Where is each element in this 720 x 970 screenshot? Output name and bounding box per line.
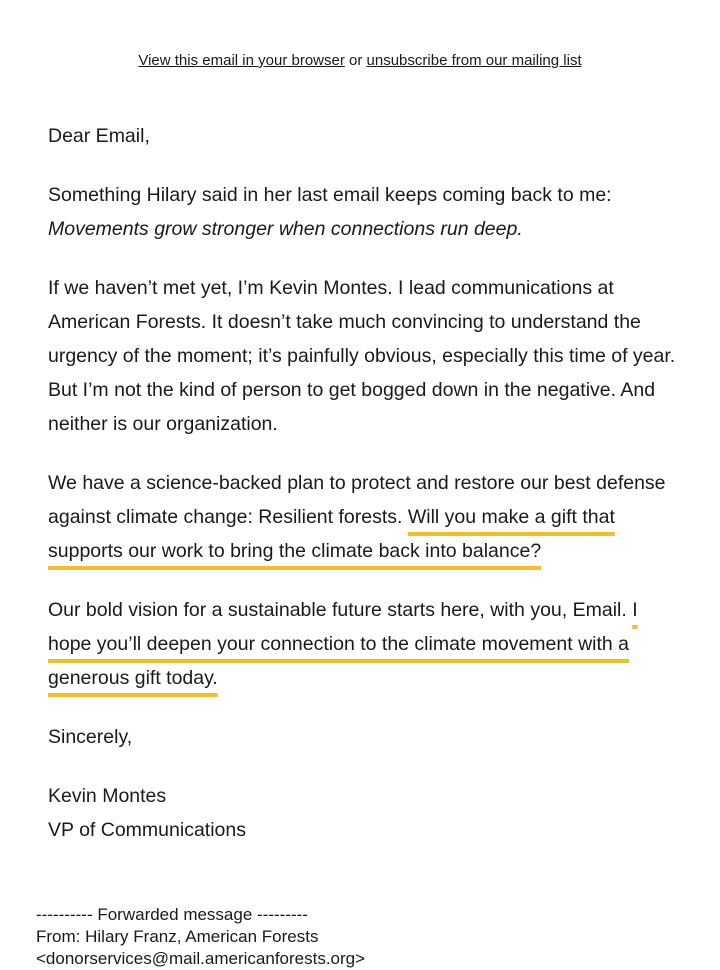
view-in-browser-link[interactable]: View this email in your browser [138,52,345,69]
email-header-links [0,50,720,72]
paragraph-1-quote: Movements grow stronger when connections run deep. [48,218,523,240]
paragraph-1-text: Something Hilary said in her last email keeps coming back to me: [48,184,612,206]
header-separator: or [344,52,367,69]
closing: Sincerely, [48,726,133,748]
signature [48,779,676,847]
signature-name: Kevin Montes [48,785,167,807]
greeting: Dear Email, [48,125,150,147]
unsubscribe-link[interactable]: unsubscribe from our mailing list [366,52,582,69]
donate-link-2[interactable]: I hope you’ll deepen your connection to the climate movement with a generous gift today. [48,599,638,689]
paragraph-3-text: We have a science-backed plan to protect and restore our best defense against climate change: Resilient forests. [48,472,666,528]
forwarded-message-header [36,904,696,970]
letter-body [48,119,676,847]
forwarded-from: From: Hilary Franz, American Forests [36,927,319,946]
forwarded-email: <donorservices@mail.americanforests.org> [36,949,366,968]
donate-link-1[interactable]: Will you make a gift that supports our work to bring the climate back into balance? [48,506,615,562]
paragraph-2: If we haven’t met yet, I’m Kevin Montes. I lead communications at American Forests. It doesn’t take much convincing to understand the urgency of the moment; it’s painfully obvious, especially this time of year. But I’m not the kind of person to get bogged down in the negative. And neither is our organization. [48,277,676,435]
paragraph-4 [48,593,676,695]
paragraph-4-text: Our bold vision for a sustainable future starts here, with you, Email. [48,599,627,621]
paragraph-1 [48,178,676,246]
forwarded-divider: ---------- Forwarded message --------- [36,905,308,924]
signature-title: VP of Communications [48,819,246,841]
paragraph-3 [48,466,676,568]
